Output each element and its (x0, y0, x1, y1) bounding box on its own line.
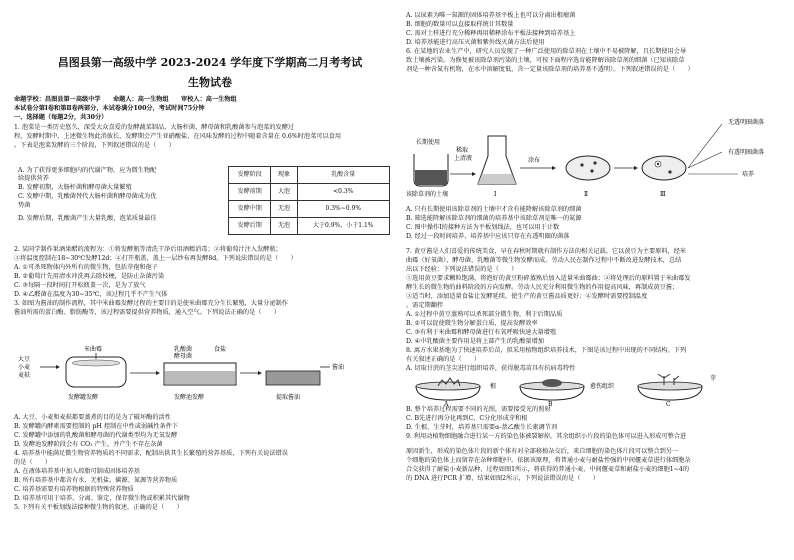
petri-dish (642, 156, 686, 180)
fermentation-table (228, 166, 390, 235)
table-cell: 发酵前期 (229, 184, 271, 201)
left-text-line: 给提供营养 (18, 175, 49, 182)
culture-medium (416, 382, 480, 390)
right-text-line: 酵生长的微生物的曲料阶段的方向发酵。劳动人民充分利用微生物的作用提高风味，再制成黄豆酱； (406, 284, 679, 291)
pointer-line (688, 152, 722, 168)
figure-label: 大豆 (18, 356, 31, 363)
table-header: 现象 (271, 167, 297, 184)
colony (593, 161, 596, 164)
table-row (229, 201, 390, 218)
right-text-line: D. 生根、生芽时，培养基只需要α-萘乙酸生长素调节剂 (406, 424, 558, 431)
figure-label: B (548, 401, 553, 406)
figure-label: 上清液 (454, 155, 473, 162)
right-text-line: 原因新生，形成的染色体片段的新个体有对全部移植杂交后，来自细胞的染色体片段可以整合到另一 (406, 448, 679, 455)
table-cell: 大泡 (271, 184, 297, 201)
left-text-line: 。下表是泡菜发酵的三个阶段，下列叙述错误的是（ ） (14, 142, 175, 149)
left-text-line: 4. 培养基中能满足微生物营养物质的不同需求，配制出供其生长繁殖的营养基质，下列有关说法错误 (14, 450, 288, 457)
figure-label: Ⅰ (494, 191, 497, 198)
soy-sauce-process-figure (14, 345, 394, 407)
colony (590, 169, 593, 172)
left-text-line: A. 大豆、小麦和麦麸都要蒸煮的目的是为了破坏酶的活性 (14, 414, 171, 421)
table-cell: 0.3%~0.9% (297, 201, 389, 218)
right-text-line: 个细胞的染色体上而留存在杂种细胞中。依据该原理，将普通小麦与耐盐性强的中间偃麦草进行体细胞杂 (406, 457, 691, 464)
right-text-line: A. ①过程中黄豆蒸熟可以杀死部分微生物，利于后期品质 (406, 311, 563, 318)
figure-label: Ⅱ (584, 191, 589, 198)
right-text-line: C. ③有利于米曲霉和酵母菌进行有氧呼吸快速大量增殖 (406, 329, 557, 336)
figure-label: 麦麸 (18, 372, 31, 379)
left-text-line: C. ③每隔一段时间打开松瓶盖一次，是为了放气 (14, 282, 146, 289)
culture-medium (638, 382, 702, 390)
exam-title: 昌图县第一高级中学 2023-2024 学年度下学期高二月考考试 (57, 56, 363, 69)
left-text-line: 势菌 (18, 202, 31, 209)
left-text-line: C. 发酵罐中添加的乳酸菌和酵母菌的代谢类型均为无氧发酵 (14, 432, 178, 439)
arrow-head (552, 166, 556, 170)
table-cell: 无泡 (271, 201, 297, 218)
arrow-head (634, 166, 638, 170)
setters-line: 命题学校：昌图县第一高级中学 命题人：高一生物组 审校人：高一生物组 (14, 96, 237, 103)
left-text-line: C. 发酵中期，乳酸菌替代大肠杆菌和酵母菌成为优 (18, 193, 157, 200)
figure-label: Ⅲ (660, 191, 666, 198)
left-text-line: 5. 下列有关平板划线法接种微生物的叙述，正确的是（ ） (14, 504, 183, 511)
callus-structure (542, 379, 562, 387)
table-header-row (229, 167, 390, 184)
right-text-line: A. 只有长期使用该除草剂的土壤中才含有能降解该除草剂的细菌 (406, 206, 582, 213)
right-text-line: 的 DNA 进行PCR 扩增，结果如图2所示，下列说法错误的是（ ） (406, 475, 599, 482)
figure-label: 发酵罐发酵 (68, 394, 99, 401)
herbicide-screening-figure (402, 116, 786, 202)
left-text-line: 的是（ ） (14, 459, 52, 466)
right-text-line: 7. 黄豆酱是人们喜爱的传统美食，早在春秋时期就有制作方法的相关记载。它以黄豆为主要原料，经米 (406, 248, 687, 255)
pool-contents (165, 371, 235, 384)
figure-label: 食盐 (214, 346, 227, 353)
table-cell: 发酵后期 (229, 218, 271, 235)
petri-dish (566, 156, 610, 180)
figure-label: 该除草剂的土壤 (406, 191, 449, 198)
right-text-line: 6. 在某地的农业生产中，研究人员发现了一种广泛使用的除草剂在土壤中不易被降解，且长期使用会导 (406, 48, 687, 55)
right-text-line: ③适当时，添加适量食盐让发酵延续，使生产的黄豆酱品质更好；④发酵时需要控制温度 (406, 293, 648, 300)
right-text-line: 致土壤被污染。为修复被该除草剂污染的土壤，可按下面程序选育能降解该除草剂的细菌（已知该除草 (406, 57, 685, 64)
soil-sample (415, 170, 447, 185)
figure-label: 芽 (710, 375, 717, 382)
figure-label: 长期使用 (416, 139, 441, 146)
left-text-line: A. 为了获得更多细胞内的代谢产物，应为微生物配 (18, 167, 157, 174)
right-text-line: A. 以尿素为唯一氮源的固体培养基平板上也可以分离出根瘤菌 (406, 12, 576, 19)
right-text-line: C. 图中操作Ⅰ的接种方法为平板划线法，也可以用于计数 (406, 224, 560, 231)
left-text-line: A. ①可杀死物体内外所有的微生物，包括芽孢和孢子 (14, 264, 158, 271)
right-text-line: B. 筛选能降解该除草剂的细菌的培养基中该除草剂是唯一的氮源 (406, 215, 582, 222)
exam-info: 本试卷分第Ⅰ卷和第Ⅱ卷两部分，本试卷满分100分，考试时间75分钟 (14, 105, 205, 112)
right-text-line: C. 需对土样进行充分稀释再用稀释涂布平板法接种到培养基上 (406, 30, 576, 37)
table-cell: 大于0.9%，小于1.1% (297, 218, 389, 235)
figure-label: 培养 (742, 171, 755, 178)
right-text-line: D. ④中乳酸菌主要作用是将上部产生的乳酸量增加 (406, 338, 544, 345)
pointer-line (688, 124, 722, 168)
flask-medium (478, 174, 516, 184)
right-text-line: 有关叙述正确的是（ ） (406, 356, 481, 363)
left-text-line: B. 所有培养基中都含有水、无机盐、碳源、氮源等营养物质 (14, 477, 178, 484)
figure-label: C (666, 401, 671, 406)
right-text-line: B. ②可以促使微生物分解蛋白质，提高发酵效率 (406, 320, 538, 327)
figure-label: 发酵池发酵 (174, 394, 205, 401)
right-text-line: 出以下经验：下列说法错误的是（ ） (406, 266, 518, 273)
arrow-head (56, 365, 60, 369)
figure-label: 涂布 (528, 157, 541, 164)
left-text-line: 程，发酵时期中，上述微生物此消彼长，发酵期会产生亚硝酸盐，在风味发酵的过程中随着含量在 0.6%时泡菜可以食用 (14, 133, 342, 140)
table-cell: 发酵中期 (229, 201, 271, 218)
figure-label: 无透明圈菌落 (728, 119, 765, 126)
colony (668, 170, 671, 173)
figure-label: 米曲霉 (84, 346, 103, 353)
right-text-line: 8. 离方水果基地为了快速培养后苗，拟采用植物组织培养技术，下图是该过程中出现的不同结构。下列 (406, 347, 687, 354)
arrow-head (258, 371, 262, 375)
left-text-line: C. 培养基需要有培养物根据的特殊营养物质 (14, 486, 134, 493)
tank-contents (72, 360, 120, 366)
figure-label: 有透明圈菌落 (728, 149, 765, 156)
left-text-line: 3. 如图为酱油的制作流程，其中米曲霉发酵过程的主要目的是使米曲霉充分生长繁殖，大量分泌制作 (14, 300, 288, 307)
left-text-line: 2. 某同学制作果酒果醋的流程为：①将发酵瓶等清洗干净后用酒精消毒；②将葡萄汁注入发酵瓶； (14, 246, 282, 253)
arrow-head (472, 172, 476, 176)
right-text-line: B. 细胞的数量可以直接取样统计其数量 (406, 21, 514, 28)
figure-label: 稀取 (456, 147, 469, 154)
colony (580, 163, 583, 166)
right-text-line: B. 整个培养过程需要不同的光照，需要接受光的照射 (406, 406, 551, 413)
colony (657, 163, 659, 165)
table-cell: <0.3% (297, 184, 389, 201)
figure-label: 小麦 (18, 364, 31, 371)
left-text-line: B. ②葡萄汁先用清水冲洗再去除枝梗，是防止杂菌污染 (14, 273, 165, 280)
left-text-line: D. 发酵后期，乳酸菌产生大量乳酸，泡菜质量最佳 (18, 215, 157, 222)
figure-label: 根 (490, 383, 497, 390)
left-text-line: A. 在液体培养基中加入琼脂可制成固体培养基 (14, 468, 140, 475)
table-row (229, 218, 390, 235)
right-text-line: D. 培养基能进行高压灭菌和紫外线灭菌方法后使用 (406, 39, 545, 46)
figure-label: 酵母菌 (174, 353, 193, 360)
right-text-line: 9. 利用动植物细胞融合进行某一方的染色体被裂解掉，其余组织小片段的染色体可以进入形成可整合进 (406, 433, 687, 440)
right-text-line: A. 切取甘蔗的茎尖进行组织培养，获得脱毒苗具有抗病毒特性 (406, 365, 576, 372)
figure-label: 愈伤组织 (590, 383, 615, 390)
right-text-line: 曲霉（好氧菌）、酵母菌、乳酸菌等微生物发酵而成。劳动人民在制作过程中不断改进发酵技术，总结 (406, 257, 682, 264)
section-heading: 一、选择题（每题2分，共30分） (14, 114, 108, 121)
exam-subtitle: 生物试卷 (188, 76, 232, 89)
tissue-culture-figure (402, 372, 786, 406)
table-header: 发酵阶段 (229, 167, 271, 184)
right-text-line: ，需定期翻拌 (406, 302, 444, 309)
arrow-head (156, 371, 160, 375)
left-text-line: ③将温度控制在18~30℃发酵12d；④打开瓶盖，盖上一层纱布再发酵8d。下列说法错误的是（ ） (14, 255, 297, 262)
figure-label: 乳酸菌 (174, 346, 193, 353)
figure-label: A (444, 401, 449, 406)
figure-label: 酱油 (332, 364, 345, 371)
left-text-line: D. 发酵池发酵阶段会有 CO₂ 产生，并产生不存在杂菌 (14, 441, 163, 448)
table-cell: 无泡 (271, 218, 297, 235)
table-row (229, 184, 390, 201)
left-text-line: D. ④乙醛菌在温度为30~35℃，该过程几乎不产生气体 (14, 291, 168, 298)
left-text-line: 酱油所需的蛋白酶、脂肪酶等，该过程需要提供营养物质，通入空气。下列说法正确的是（ ） (14, 309, 281, 316)
right-text-line: 合交获得了耐盐小麦新品种，过程如图1所示，将获得的普通小麦、中间偃麦草和耐盐小麦的细胞1~4的 (406, 466, 690, 473)
figure-label: 提取酱油 (276, 394, 301, 401)
left-text-line: B. 发酵初期，大肠杆菌和酵母菌大量繁殖 (18, 184, 132, 191)
right-text-line: D. 经过一段时间培养，培养基中应该只存在有透明圈的菌落 (406, 233, 570, 240)
right-text-line: ①选用黄豆要求颗粒饱满，将泡好的黄豆粉碎蒸熟后加入适量米曲霉曲；②将处理后的原料置于米曲霉发 (406, 275, 691, 282)
left-text-line: D. 培养基可用于培养、分离、鉴定、保存微生物或积累其代谢物 (14, 495, 190, 502)
right-text-line: C. B先进行再分化再到C，C分化形成芽和根 (406, 415, 528, 422)
right-text-line: 剂是一种含氮有机物，在水中溶解度低，含一定量该除草剂的培养基不透明）。下列叙述错误的是（ ） (406, 66, 694, 73)
table-header: 乳酸含量 (297, 167, 389, 184)
left-text-line: B. 发酵罐内酵素需要控制的 pH 控制在中性或弱碱性条件下 (14, 423, 179, 430)
left-text-line: 1. 泡菜是一类历史悠久、深受大众喜爱的发酵蔬菜制品，大肠杆菌、酵母菌和乳酸菌参与泡菜的发酵过 (14, 124, 295, 131)
extraction-tray (266, 371, 320, 385)
